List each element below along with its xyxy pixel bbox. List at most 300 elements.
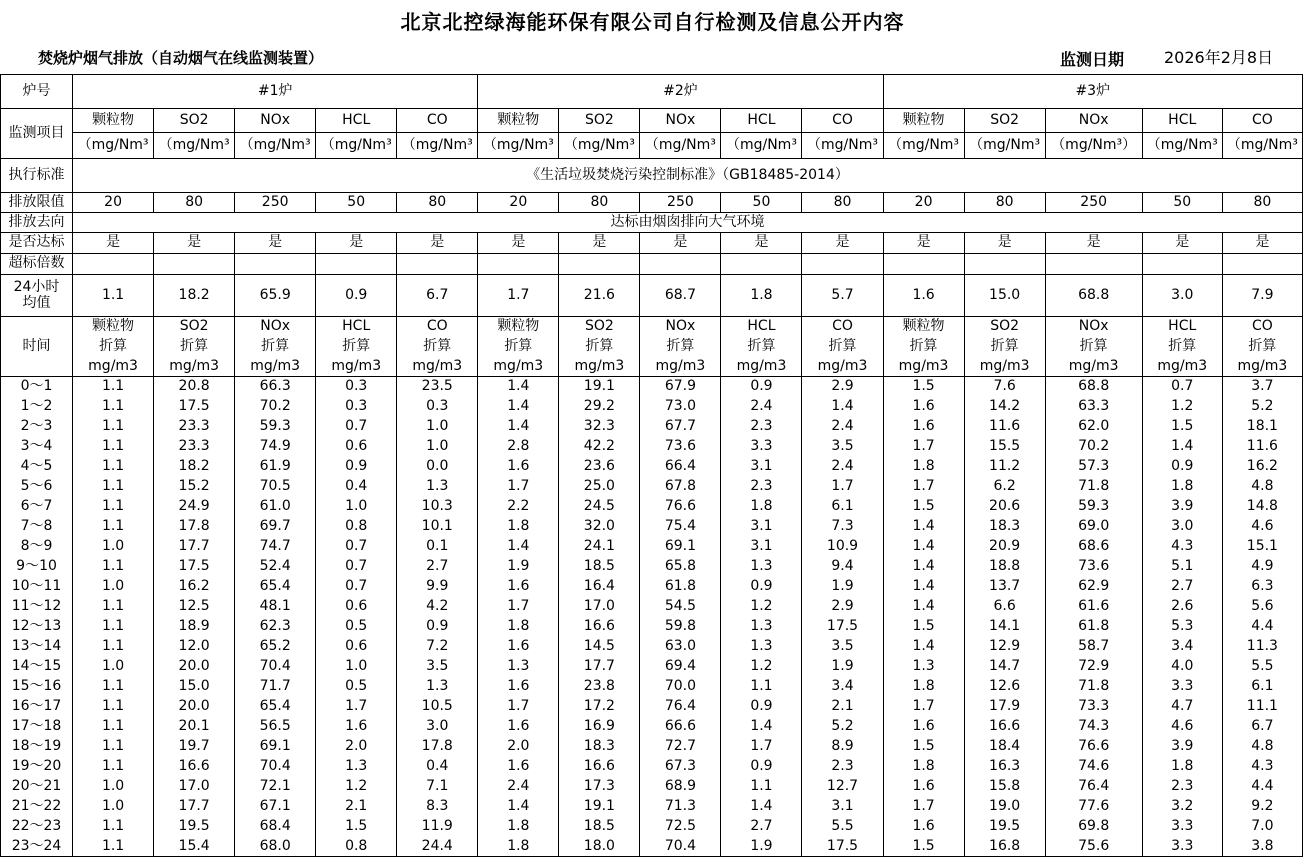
value-cell: 69.1 [640, 537, 721, 557]
value-cell: 70.2 [235, 397, 316, 417]
avg-24h-value: 68.8 [1045, 275, 1142, 317]
time-label: 时间 [1, 317, 73, 377]
value-cell: 1.9 [802, 577, 883, 597]
lower-pollutant-header: NOx [1045, 317, 1142, 337]
convert-label: 折算 [235, 337, 316, 357]
time-cell: 0～1 [1, 377, 73, 397]
limit-value: 250 [235, 193, 316, 213]
value-cell: 10.1 [397, 517, 478, 537]
value-cell: 2.1 [802, 697, 883, 717]
value-cell: 23.5 [397, 377, 478, 397]
value-cell: 62.0 [1045, 417, 1142, 437]
value-cell: 0.6 [316, 637, 397, 657]
value-cell: 67.3 [640, 757, 721, 777]
exceed-times-value [559, 254, 640, 275]
value-cell: 1.1 [73, 757, 154, 777]
value-cell: 66.4 [640, 457, 721, 477]
value-cell: 2.3 [721, 477, 802, 497]
value-cell: 1.9 [721, 837, 802, 857]
value-cell: 1.8 [883, 457, 964, 477]
emission-table [0, 74, 1303, 857]
table-row [1, 697, 1303, 717]
value-cell: 1.4 [883, 557, 964, 577]
pollutant-header-f2-so2: SO2 [559, 109, 640, 133]
exceed-times-value [640, 254, 721, 275]
value-cell: 5.5 [1222, 657, 1302, 677]
value-cell: 72.5 [640, 817, 721, 837]
value-cell: 70.2 [1045, 437, 1142, 457]
value-cell: 17.5 [154, 557, 235, 577]
table-row [1, 457, 1303, 477]
value-cell: 23.6 [559, 457, 640, 477]
value-cell: 1.5 [883, 837, 964, 857]
value-cell: 0.4 [397, 757, 478, 777]
value-cell: 11.1 [1222, 697, 1302, 717]
value-cell: 1.0 [73, 797, 154, 817]
value-cell: 1.6 [478, 577, 559, 597]
compliant-label: 是否达标 [1, 233, 73, 254]
time-cell: 10～11 [1, 577, 73, 597]
value-cell: 1.7 [883, 437, 964, 457]
value-cell: 1.8 [1142, 757, 1222, 777]
value-cell: 1.0 [73, 537, 154, 557]
value-cell: 56.5 [235, 717, 316, 737]
value-cell: 1.7 [883, 797, 964, 817]
value-cell: 73.0 [640, 397, 721, 417]
table-row [1, 657, 1303, 677]
value-cell: 16.3 [964, 757, 1045, 777]
table-row [1, 837, 1303, 857]
value-cell: 4.8 [1222, 737, 1302, 757]
lower-pollutant-header: 颗粒物 [478, 317, 559, 337]
compliant-value: 是 [1045, 233, 1142, 254]
value-cell: 42.2 [559, 437, 640, 457]
value-cell: 3.9 [1142, 737, 1222, 757]
value-cell: 14.1 [964, 617, 1045, 637]
avg-24h-value: 1.1 [73, 275, 154, 317]
table-row [1, 537, 1303, 557]
exceed-times-value [316, 254, 397, 275]
time-cell: 23～24 [1, 837, 73, 857]
value-cell: 18.4 [964, 737, 1045, 757]
value-cell: 1.1 [73, 697, 154, 717]
value-cell: 65.2 [235, 637, 316, 657]
value-cell: 11.6 [964, 417, 1045, 437]
value-cell: 66.6 [640, 717, 721, 737]
value-cell: 0.9 [721, 757, 802, 777]
value-cell: 2.3 [721, 417, 802, 437]
value-cell: 1.4 [478, 537, 559, 557]
avg-24h-value: 1.6 [883, 275, 964, 317]
value-cell: 73.3 [1045, 697, 1142, 717]
value-cell: 61.8 [640, 577, 721, 597]
unit-cell: （mg/Nm³ [559, 133, 640, 159]
lower-unit-label: mg/m3 [721, 357, 802, 377]
value-cell: 75.4 [640, 517, 721, 537]
limit-label: 排放限值 [1, 193, 73, 213]
avg-24h-value: 0.9 [316, 275, 397, 317]
value-cell: 0.3 [316, 397, 397, 417]
unit-cell: （mg/Nm³ [883, 133, 964, 159]
value-cell: 0.5 [316, 677, 397, 697]
limit-value: 250 [1045, 193, 1142, 213]
value-cell: 4.2 [397, 597, 478, 617]
limit-value: 50 [316, 193, 397, 213]
limit-value: 80 [964, 193, 1045, 213]
value-cell: 18.0 [559, 837, 640, 857]
value-cell: 1.3 [478, 657, 559, 677]
table-row [1, 677, 1303, 697]
value-cell: 70.4 [235, 757, 316, 777]
lower-unit-label: mg/m3 [640, 357, 721, 377]
value-cell: 1.1 [73, 637, 154, 657]
pollutant-header-f3-nox: NOx [1045, 109, 1142, 133]
value-cell: 67.9 [640, 377, 721, 397]
value-cell: 2.3 [1142, 777, 1222, 797]
value-cell: 8.3 [397, 797, 478, 817]
furnace-no-label: 炉号 [1, 75, 73, 109]
value-cell: 1.6 [478, 717, 559, 737]
value-cell: 0.9 [721, 577, 802, 597]
value-cell: 1.1 [73, 817, 154, 837]
monitor-item-label: 监测项目 [1, 109, 73, 159]
value-cell: 18.2 [154, 457, 235, 477]
value-cell: 65.4 [235, 697, 316, 717]
value-cell: 3.3 [1142, 817, 1222, 837]
value-cell: 2.1 [316, 797, 397, 817]
value-cell: 75.6 [1045, 837, 1142, 857]
value-cell: 54.5 [640, 597, 721, 617]
limit-value: 80 [154, 193, 235, 213]
value-cell: 0.4 [316, 477, 397, 497]
value-cell: 65.4 [235, 577, 316, 597]
value-cell: 1.6 [883, 777, 964, 797]
value-cell: 1.7 [883, 477, 964, 497]
value-cell: 7.3 [802, 517, 883, 537]
value-cell: 0.6 [316, 437, 397, 457]
lower-unit-label: mg/m3 [559, 357, 640, 377]
value-cell: 70.4 [640, 837, 721, 857]
value-cell: 1.6 [316, 717, 397, 737]
table-row [1, 497, 1303, 517]
value-cell: 68.4 [235, 817, 316, 837]
value-cell: 5.2 [802, 717, 883, 737]
value-cell: 69.0 [1045, 517, 1142, 537]
value-cell: 0.7 [316, 577, 397, 597]
value-cell: 18.3 [559, 737, 640, 757]
value-cell: 3.1 [802, 797, 883, 817]
avg-24h-value: 65.9 [235, 275, 316, 317]
value-cell: 2.9 [802, 597, 883, 617]
value-cell: 3.9 [1142, 497, 1222, 517]
value-cell: 18.8 [964, 557, 1045, 577]
value-cell: 12.6 [964, 677, 1045, 697]
value-cell: 0.1 [397, 537, 478, 557]
time-cell: 1～2 [1, 397, 73, 417]
lower-unit-label: mg/m3 [883, 357, 964, 377]
value-cell: 59.3 [235, 417, 316, 437]
value-cell: 1.1 [73, 677, 154, 697]
value-cell: 67.7 [640, 417, 721, 437]
avg-24h-value: 1.8 [721, 275, 802, 317]
value-cell: 20.6 [964, 497, 1045, 517]
lower-pollutant-header: CO [1222, 317, 1302, 337]
value-cell: 2.4 [721, 397, 802, 417]
table-row [1, 617, 1303, 637]
pollutant-header-f1-pm: 颗粒物 [73, 109, 154, 133]
value-cell: 1.7 [802, 477, 883, 497]
value-cell: 70.0 [640, 677, 721, 697]
time-cell: 3～4 [1, 437, 73, 457]
value-cell: 17.3 [559, 777, 640, 797]
compliant-value: 是 [397, 233, 478, 254]
value-cell: 73.6 [1045, 557, 1142, 577]
value-cell: 24.4 [397, 837, 478, 857]
value-cell: 9.9 [397, 577, 478, 597]
value-cell: 5.5 [802, 817, 883, 837]
value-cell: 1.4 [883, 577, 964, 597]
value-cell: 74.9 [235, 437, 316, 457]
value-cell: 1.2 [1142, 397, 1222, 417]
value-cell: 17.9 [964, 697, 1045, 717]
value-cell: 1.6 [883, 717, 964, 737]
lower-pollutant-header: HCL [316, 317, 397, 337]
unit-cell: （mg/Nm³ [721, 133, 802, 159]
limit-value: 80 [1222, 193, 1302, 213]
value-cell: 57.3 [1045, 457, 1142, 477]
lower-unit-label: mg/m3 [73, 357, 154, 377]
value-cell: 3.8 [1222, 837, 1302, 857]
value-cell: 15.5 [964, 437, 1045, 457]
avg-24h-label [1, 275, 73, 317]
value-cell: 1.3 [883, 657, 964, 677]
value-cell: 18.3 [964, 517, 1045, 537]
value-cell: 3.3 [1142, 677, 1222, 697]
value-cell: 23.3 [154, 437, 235, 457]
value-cell: 6.3 [1222, 577, 1302, 597]
value-cell: 1.3 [397, 477, 478, 497]
value-cell: 1.1 [721, 777, 802, 797]
value-cell: 6.2 [964, 477, 1045, 497]
value-cell: 1.8 [478, 817, 559, 837]
time-cell: 9～10 [1, 557, 73, 577]
avg-label-line1: 24小时 [13, 279, 60, 296]
value-cell: 1.0 [73, 577, 154, 597]
limit-value: 80 [559, 193, 640, 213]
value-cell: 32.3 [559, 417, 640, 437]
value-cell: 1.5 [316, 817, 397, 837]
value-cell: 1.6 [478, 757, 559, 777]
value-cell: 1.8 [883, 677, 964, 697]
value-cell: 18.5 [559, 557, 640, 577]
lower-pollutant-header: HCL [721, 317, 802, 337]
time-cell: 4～5 [1, 457, 73, 477]
standard-text: 《生活垃圾焚烧污染控制标准》（GB18485-2014） [73, 159, 1303, 193]
value-cell: 1.5 [1142, 417, 1222, 437]
value-cell: 7.0 [1222, 817, 1302, 837]
convert-label: 折算 [1045, 337, 1142, 357]
table-row [1, 417, 1303, 437]
value-cell: 4.4 [1222, 777, 1302, 797]
direction-text: 达标由烟囱排向大气环境 [73, 213, 1303, 233]
compliant-value: 是 [73, 233, 154, 254]
value-cell: 17.2 [559, 697, 640, 717]
pollutant-header-f2-hcl: HCL [721, 109, 802, 133]
value-cell: 1.2 [316, 777, 397, 797]
value-cell: 71.8 [1045, 477, 1142, 497]
time-cell: 15～16 [1, 677, 73, 697]
value-cell: 71.3 [640, 797, 721, 817]
value-cell: 6.1 [1222, 677, 1302, 697]
value-cell: 67.8 [640, 477, 721, 497]
value-cell: 1.8 [883, 757, 964, 777]
convert-label: 折算 [1142, 337, 1222, 357]
exceed-times-value [721, 254, 802, 275]
value-cell: 1.3 [721, 557, 802, 577]
value-cell: 3.1 [721, 537, 802, 557]
convert-label: 折算 [640, 337, 721, 357]
value-cell: 2.0 [478, 737, 559, 757]
value-cell: 16.6 [964, 717, 1045, 737]
value-cell: 18.9 [154, 617, 235, 637]
value-cell: 1.5 [883, 737, 964, 757]
convert-label: 折算 [721, 337, 802, 357]
time-cell: 11～12 [1, 597, 73, 617]
lower-unit-label: mg/m3 [1045, 357, 1142, 377]
page-title: 北京北控绿海能环保有限公司自行检测及信息公开内容 [400, 10, 905, 34]
time-cell: 19～20 [1, 757, 73, 777]
compliant-value: 是 [1222, 233, 1302, 254]
table-row [1, 597, 1303, 617]
convert-label: 折算 [883, 337, 964, 357]
value-cell: 0.9 [316, 457, 397, 477]
value-cell: 5.1 [1142, 557, 1222, 577]
value-cell: 10.9 [802, 537, 883, 557]
value-cell: 32.0 [559, 517, 640, 537]
lower-pollutant-header: SO2 [964, 317, 1045, 337]
value-cell: 25.0 [559, 477, 640, 497]
time-cell: 16～17 [1, 697, 73, 717]
value-cell: 20.0 [154, 657, 235, 677]
time-cell: 12～13 [1, 617, 73, 637]
value-cell: 1.1 [73, 457, 154, 477]
value-cell: 1.5 [883, 497, 964, 517]
value-cell: 11.2 [964, 457, 1045, 477]
value-cell: 68.0 [235, 837, 316, 857]
value-cell: 1.4 [883, 517, 964, 537]
monitor-date-label: 监测日期 [1060, 50, 1125, 69]
value-cell: 68.9 [640, 777, 721, 797]
value-cell: 76.4 [1045, 777, 1142, 797]
value-cell: 9.2 [1222, 797, 1302, 817]
value-cell: 1.2 [721, 657, 802, 677]
value-cell: 72.7 [640, 737, 721, 757]
value-cell: 69.8 [1045, 817, 1142, 837]
value-cell: 11.3 [1222, 637, 1302, 657]
table-row [1, 397, 1303, 417]
value-cell: 29.2 [559, 397, 640, 417]
table-row [1, 757, 1303, 777]
value-cell: 1.1 [73, 717, 154, 737]
avg-24h-value: 5.7 [802, 275, 883, 317]
convert-label: 折算 [964, 337, 1045, 357]
value-cell: 1.3 [316, 757, 397, 777]
value-cell: 15.8 [964, 777, 1045, 797]
convert-label: 折算 [478, 337, 559, 357]
lower-pollutant-header: 颗粒物 [73, 317, 154, 337]
exceed-times-value [883, 254, 964, 275]
unit-cell: （mg/Nm³ [1142, 133, 1222, 159]
value-cell: 15.0 [154, 677, 235, 697]
value-cell: 1.7 [478, 597, 559, 617]
exceed-times-value [1142, 254, 1222, 275]
lower-unit-label: mg/m3 [1142, 357, 1222, 377]
value-cell: 15.4 [154, 837, 235, 857]
value-cell: 20.9 [964, 537, 1045, 557]
limit-value: 80 [397, 193, 478, 213]
value-cell: 1.0 [397, 437, 478, 457]
value-cell: 69.7 [235, 517, 316, 537]
compliant-value: 是 [154, 233, 235, 254]
value-cell: 17.0 [154, 777, 235, 797]
section-subtitle: 焚烧炉烟气排放（自动烟气在线监测装置） [38, 49, 324, 67]
pollutant-header-f3-so2: SO2 [964, 109, 1045, 133]
compliant-value: 是 [316, 233, 397, 254]
value-cell: 4.4 [1222, 617, 1302, 637]
value-cell: 1.8 [478, 517, 559, 537]
value-cell: 1.1 [73, 517, 154, 537]
value-cell: 0.9 [721, 697, 802, 717]
time-cell: 2～3 [1, 417, 73, 437]
table-row [1, 557, 1303, 577]
value-cell: 4.8 [1222, 477, 1302, 497]
value-cell: 8.9 [802, 737, 883, 757]
value-cell: 14.8 [1222, 497, 1302, 517]
value-cell: 3.5 [802, 637, 883, 657]
value-cell: 2.4 [478, 777, 559, 797]
value-cell: 71.7 [235, 677, 316, 697]
value-cell: 1.3 [721, 637, 802, 657]
value-cell: 1.0 [73, 777, 154, 797]
value-cell: 12.5 [154, 597, 235, 617]
exceed-times-value [964, 254, 1045, 275]
value-cell: 13.7 [964, 577, 1045, 597]
value-cell: 19.0 [964, 797, 1045, 817]
value-cell: 1.9 [802, 657, 883, 677]
unit-cell: （mg/Nm³ [235, 133, 316, 159]
value-cell: 1.7 [478, 697, 559, 717]
value-cell: 16.9 [559, 717, 640, 737]
value-cell: 0.8 [316, 517, 397, 537]
value-cell: 1.4 [802, 397, 883, 417]
convert-label: 折算 [316, 337, 397, 357]
pollutant-header-f1-hcl: HCL [316, 109, 397, 133]
value-cell: 3.0 [397, 717, 478, 737]
table-row [1, 477, 1303, 497]
pollutant-header-f1-so2: SO2 [154, 109, 235, 133]
lower-pollutant-header: CO [802, 317, 883, 337]
value-cell: 2.4 [802, 417, 883, 437]
value-cell: 20.8 [154, 377, 235, 397]
unit-cell: （mg/Nm³） [1045, 133, 1142, 159]
exceed-times-label: 超标倍数 [1, 254, 73, 275]
value-cell: 1.1 [73, 557, 154, 577]
value-cell: 7.2 [397, 637, 478, 657]
value-cell: 0.7 [316, 557, 397, 577]
exceed-times-value [235, 254, 316, 275]
lower-pollutant-header: CO [397, 317, 478, 337]
value-cell: 19.1 [559, 377, 640, 397]
